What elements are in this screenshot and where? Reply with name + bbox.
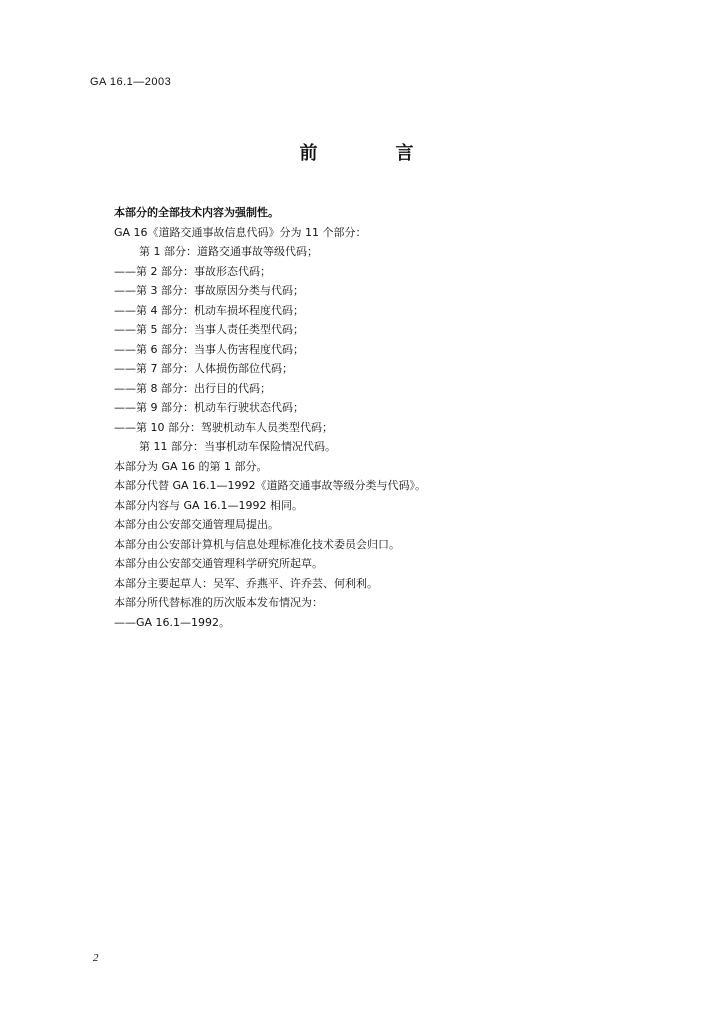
foreword-line: ——第 7 部分：人体损伤部位代码； — [114, 362, 293, 375]
foreword-line: ——第 6 部分：当事人伤害程度代码； — [114, 342, 304, 356]
foreword-line: 本部分的全部技术内容为强制性。 — [114, 206, 279, 219]
page-number: 2 — [93, 952, 99, 964]
foreword-line: ——第 4 部分：机动车损坏程度代码； — [114, 303, 304, 317]
foreword-line: ——第 2 部分：事故形态代码； — [114, 264, 271, 278]
foreword-line: 第 1 部分：道路交通事故等级代码； — [139, 245, 318, 258]
foreword-line: 本部分所代替标准的历次版本发布情况为： — [114, 596, 323, 609]
foreword-line: ——第 3 部分：事故原因分类与代码； — [114, 284, 304, 297]
foreword-line: 本部分由公安部计算机与信息处理标准化技术委员会归口。 — [114, 537, 400, 551]
foreword-line: GA 16《道路交通事故信息代码》分为 11 个部分： — [114, 225, 367, 239]
foreword-line: 本部分由公安部交通管理局提出。 — [114, 518, 279, 531]
foreword-line: 第 11 部分：当事机动车保险情况代码。 — [139, 440, 336, 453]
foreword-line: 本部分为 GA 16 的第 1 部分。 — [114, 459, 268, 473]
foreword-line: 本部分由公安部交通管理科学研究所起草。 — [114, 557, 323, 570]
foreword-line: 本部分内容与 GA 16.1—1992 相同。 — [114, 498, 304, 512]
foreword-body — [114, 203, 634, 632]
foreword-line: ——GA 16.1—1992。 — [114, 615, 231, 629]
foreword-line: ——第 8 部分：出行目的代码； — [114, 381, 271, 395]
foreword-line: ——第 10 部分：驾驶机动车人员类型代码； — [114, 420, 333, 434]
standard-code-header: GA 16.1—2003 — [90, 76, 172, 88]
page-title: 前 言 — [299, 143, 444, 164]
foreword-line: ——第 9 部分：机动车行驶状态代码； — [114, 401, 304, 414]
foreword-line: ——第 5 部分：当事人责任类型代码； — [114, 323, 304, 336]
foreword-line: 本部分代替 GA 16.1—1992《道路交通事故等级分类与代码》。 — [114, 479, 427, 492]
foreword-line: 本部分主要起草人：吴军、乔燕平、许乔芸、何利利。 — [114, 576, 378, 590]
